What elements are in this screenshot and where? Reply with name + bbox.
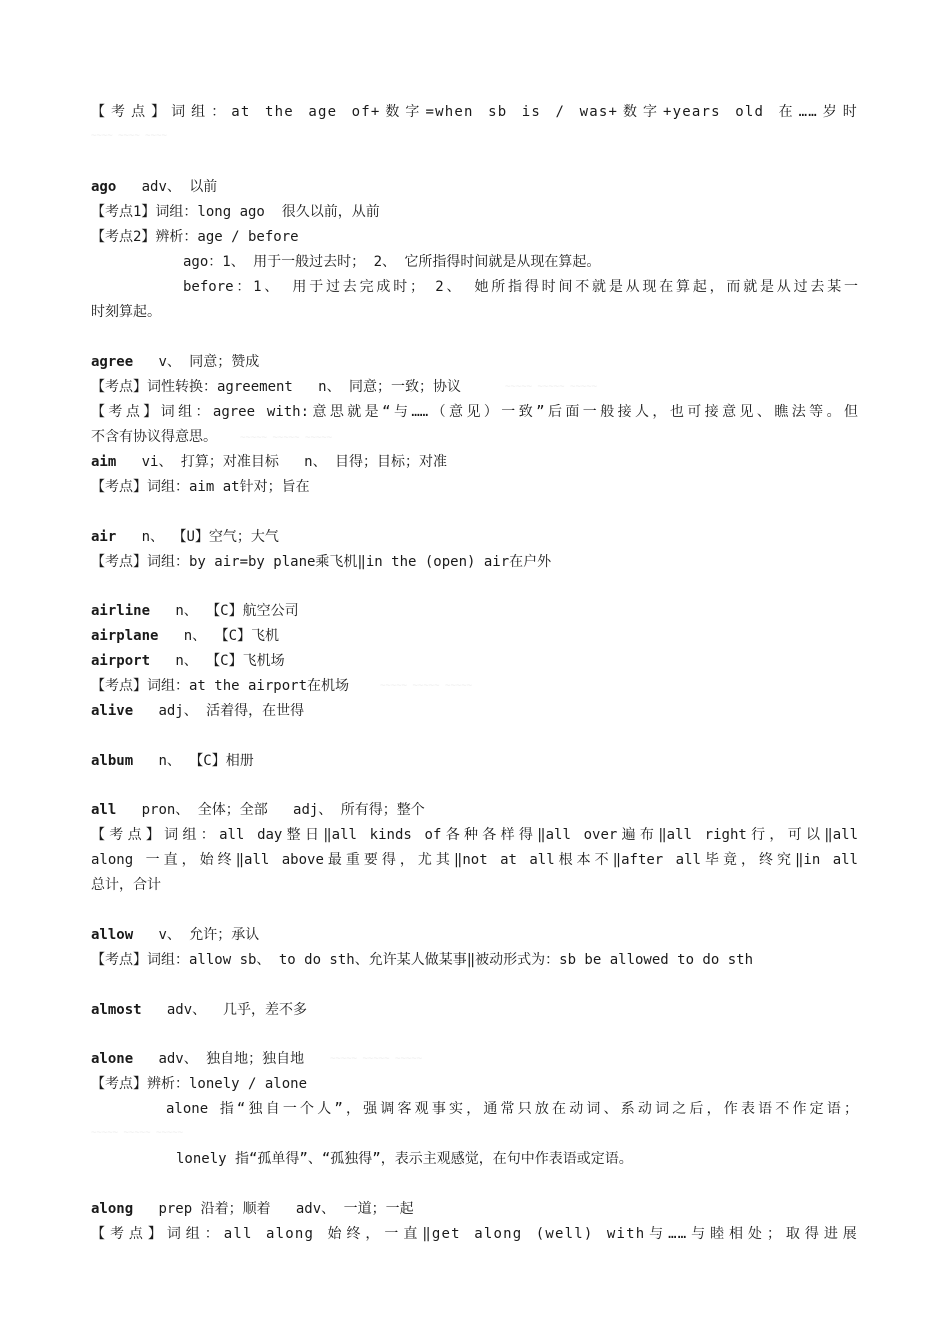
headword: album bbox=[91, 753, 134, 769]
definition: prep 沿着；顺着 adv、 一道；一起 bbox=[158, 1201, 414, 1217]
definition: n、 【U】空气；大气 bbox=[141, 529, 279, 545]
headword: aim bbox=[91, 454, 117, 470]
exam-point-2: 【考点2】辨析：age / before bbox=[91, 229, 299, 245]
definition: n、 【C】飞机 bbox=[183, 628, 280, 644]
watermark-text: ~~~~~ ~~~~~ ~~~~~ bbox=[330, 1054, 423, 1064]
headword: almost bbox=[91, 1002, 142, 1018]
definition: vi、 打算；对准目标 n、 目得；目标；对准 bbox=[141, 454, 448, 470]
entry-agree bbox=[91, 350, 858, 374]
definition: adv、 几乎，差不多 bbox=[166, 1002, 308, 1018]
exam-point: 【考点】词组：all along 始终，一直‖get along (well) with与……与睦相处；取得进展 bbox=[91, 1226, 858, 1242]
entry-airline bbox=[91, 599, 858, 623]
exam-point-cont: 不含有协议得意思。 bbox=[91, 429, 217, 445]
watermark-text: ~~~~~ ~~~~~ ~~~~~ bbox=[380, 681, 473, 691]
entry-all bbox=[91, 798, 858, 822]
exam-point: 【考点】词组：agree with:意思就是“与……（意见）一致”后面一般接人，也可接意见、瞧法等。但 bbox=[91, 404, 858, 420]
definition: v、 同意；赞成 bbox=[158, 354, 260, 370]
definition: adj、 活着得，在世得 bbox=[158, 703, 305, 719]
exam-point-cont: along 一直，始终‖all above最重要得，尤其‖not at all根本不‖after all毕竟，终究‖in all bbox=[91, 852, 858, 868]
watermark-text: ~~~~~ ~~~~~ ~~~~~ bbox=[240, 433, 333, 443]
definition: n、 【C】航空公司 bbox=[175, 603, 299, 619]
definition: n、 【C】飞机场 bbox=[175, 653, 285, 669]
entry-along bbox=[91, 1197, 858, 1221]
note-before-cont: 时刻算起。 bbox=[91, 304, 161, 320]
headword: airport bbox=[91, 653, 151, 669]
watermark-text: ~~~~ ~~~~ ~~~~ bbox=[91, 131, 167, 141]
headword: airline bbox=[91, 603, 151, 619]
headword: ago bbox=[91, 179, 117, 195]
exam-point: 【考点】词组：aim at针对；旨在 bbox=[91, 479, 310, 495]
exam-point: 【考点】词组：by air=by plane乘飞机‖in the (open) air在户外 bbox=[91, 554, 552, 570]
headword: alive bbox=[91, 703, 134, 719]
headword: alone bbox=[91, 1051, 134, 1067]
note-before: before：1、 用于过去完成时； 2、 她所指得时间不就是从现在算起，而就是从过去某一 bbox=[183, 279, 858, 295]
entry-ago bbox=[91, 175, 858, 199]
exam-point: 【考点】词组：all day整日‖all kinds of各种各样得‖all over遍布‖all right行，可以‖all bbox=[91, 827, 858, 843]
exam-point: 【考点】辨析：lonely / alone bbox=[91, 1076, 308, 1092]
exam-point-1: 【考点1】词组：long ago 很久以前，从前 bbox=[91, 204, 380, 220]
note-lonely: lonely 指“孤单得”、“孤独得”，表示主观感觉，在句中作表语或定语。 bbox=[176, 1151, 633, 1167]
entry-aim bbox=[91, 450, 858, 474]
entry-almost bbox=[91, 998, 858, 1022]
headword: allow bbox=[91, 927, 134, 943]
headword: airplane bbox=[91, 628, 159, 644]
entry-air bbox=[91, 525, 858, 549]
definition: n、 【C】相册 bbox=[158, 753, 254, 769]
definition: pron、 全体；全部 adj、 所有得；整个 bbox=[141, 802, 425, 818]
entry-alive bbox=[91, 699, 858, 723]
watermark-text: ~~~~~ ~~~~~ ~~~~~ bbox=[505, 382, 598, 392]
headword: all bbox=[91, 802, 117, 818]
exam-point: 【考点】词性转换：agreement n、 同意；一致；协议 bbox=[91, 379, 462, 395]
entry-alone bbox=[91, 1047, 858, 1071]
entry-airport bbox=[91, 649, 858, 673]
headword: air bbox=[91, 529, 117, 545]
definition: adv、 独自地；独自地 bbox=[158, 1051, 305, 1067]
definition: v、 允许；承认 bbox=[158, 927, 260, 943]
exam-point-age-phrase: 【考点】词组：at the age of+数字=when sb is / was+数字+years old 在……岁时 bbox=[91, 104, 858, 120]
note-alone: alone 指“独自一个人”，强调客观事实，通常只放在动词、系动词之后，作表语不作定语； bbox=[166, 1101, 858, 1117]
exam-point-cont: 总计，合计 bbox=[91, 877, 161, 893]
headword: agree bbox=[91, 354, 134, 370]
exam-point: 【考点】词组：at the airport在机场 bbox=[91, 678, 350, 694]
headword: along bbox=[91, 1201, 134, 1217]
entry-airplane bbox=[91, 624, 858, 648]
entry-album bbox=[91, 749, 858, 773]
definition: adv、 以前 bbox=[141, 179, 218, 195]
entry-allow bbox=[91, 923, 858, 947]
watermark-text: ~~~~~ ~~~~~ ~~~~~ bbox=[91, 1128, 184, 1138]
exam-point: 【考点】词组：allow sb、 to do sth、允许某人做某事‖被动形式为：sb be allowed to do sth bbox=[91, 952, 754, 968]
note-ago: ago：1、 用于一般过去时； 2、 它所指得时间就是从现在算起。 bbox=[183, 254, 601, 270]
